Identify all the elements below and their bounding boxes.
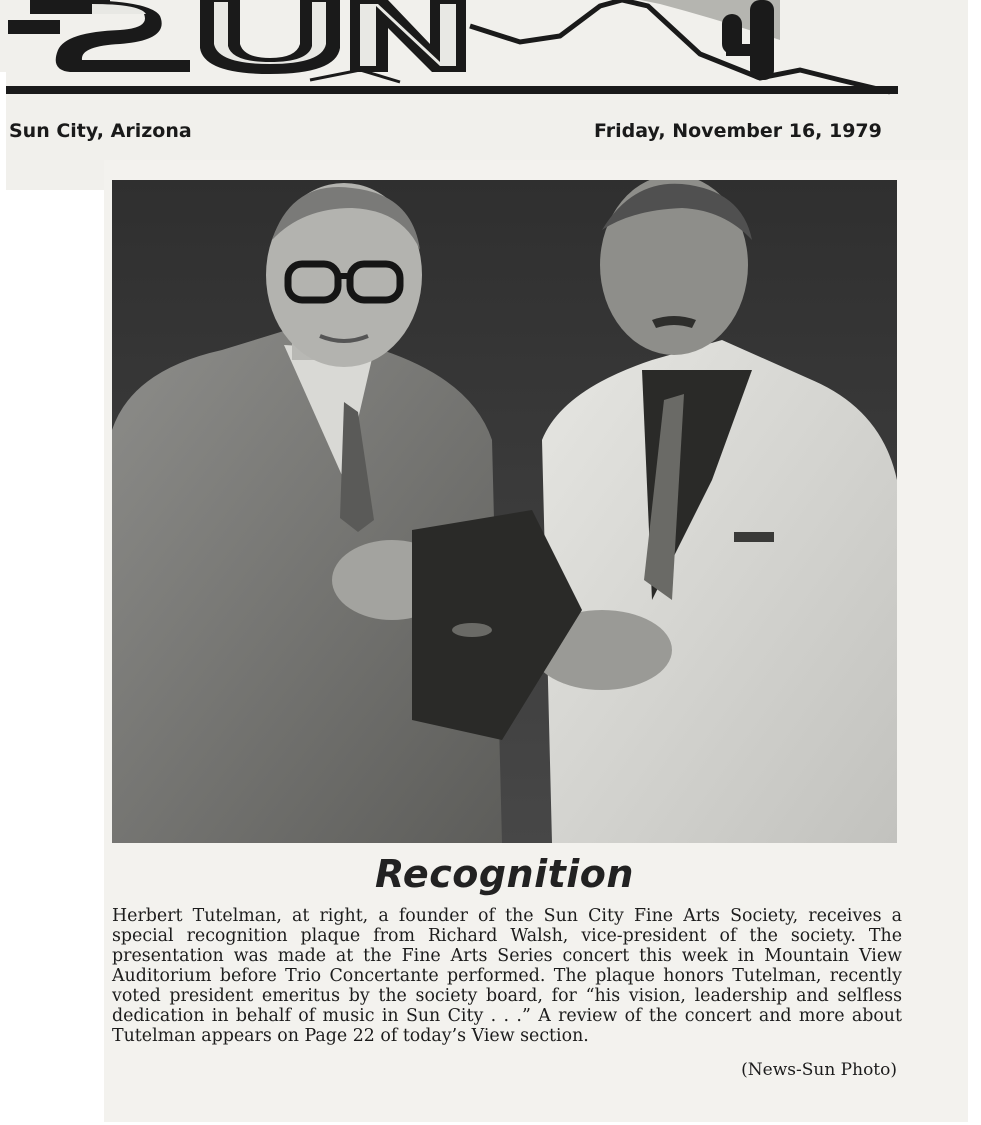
photo-credit: (News-Sun Photo): [741, 1060, 897, 1080]
dateline-date: Friday, November 16, 1979: [594, 120, 882, 142]
masthead-letters: [0, 0, 470, 74]
masthead-logo: [0, 0, 981, 110]
article-caption: Herbert Tutelman, at right, a founder of the Sun City Fine Arts Society, receives a special recognition plaque from Richard Walsh, vice-president of the society. The presentation was made at the Fine Arts Series concert this week in Mountain View Auditorium before Trio Concertante performed. The plaque honors Tutelman, recently voted president emeritus by the society board, for “his vision, leadership and selfless dedication in behalf of music in Sun City . . .” A review of the concert and more about Tutelman appears on Page 22 of today’s View section.: [112, 906, 902, 1046]
torn-edge-right: [968, 0, 981, 1125]
article-headline: Recognition: [375, 852, 634, 896]
torn-edge-left: [0, 190, 104, 1125]
news-photo: [112, 180, 897, 843]
dateline-location: Sun City, Arizona: [9, 120, 192, 142]
